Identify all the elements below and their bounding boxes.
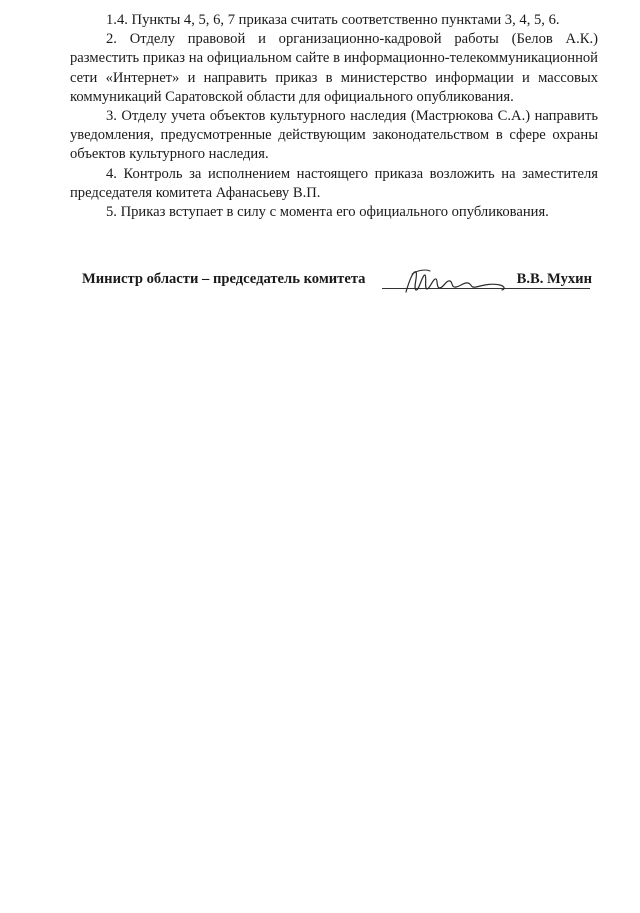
clause-5: 5. Приказ вступает в силу с момента его официального опубликования. [106, 204, 549, 221]
signatory-title: Министр области – председатель комитета [82, 271, 366, 287]
signatory-name: В.В. Мухин [516, 271, 592, 287]
clause-1-4: 1.4. Пункты 4, 5, 6, 7 приказа считать соответственно пунктами 3, 4, 5, 6. [106, 12, 560, 28]
handwritten-signature-icon [400, 266, 515, 296]
signature-block [82, 266, 592, 298]
clause-2: 2. Отделу правовой и организационно-кадровой работы (Белов А.К.) разместить приказ на официальном сайте в информационно-телекоммуникационной сети «Интернет» и направить приказ в министерство информации и массовых коммуникаций Саратовской области для официального опубликования. [70, 31, 598, 105]
document-body [70, 11, 598, 222]
clause-4: 4. Контроль за исполнением настоящего приказа возложить на заместителя председателя комитета Афанасьеву В.П. [70, 165, 598, 201]
clause-3: 3. Отделу учета объектов культурного наследия (Мастрюкова С.А.) направить уведомления, предусмотренные действующим законодательством в сфере охраны объектов культурного наследия. [70, 108, 598, 163]
